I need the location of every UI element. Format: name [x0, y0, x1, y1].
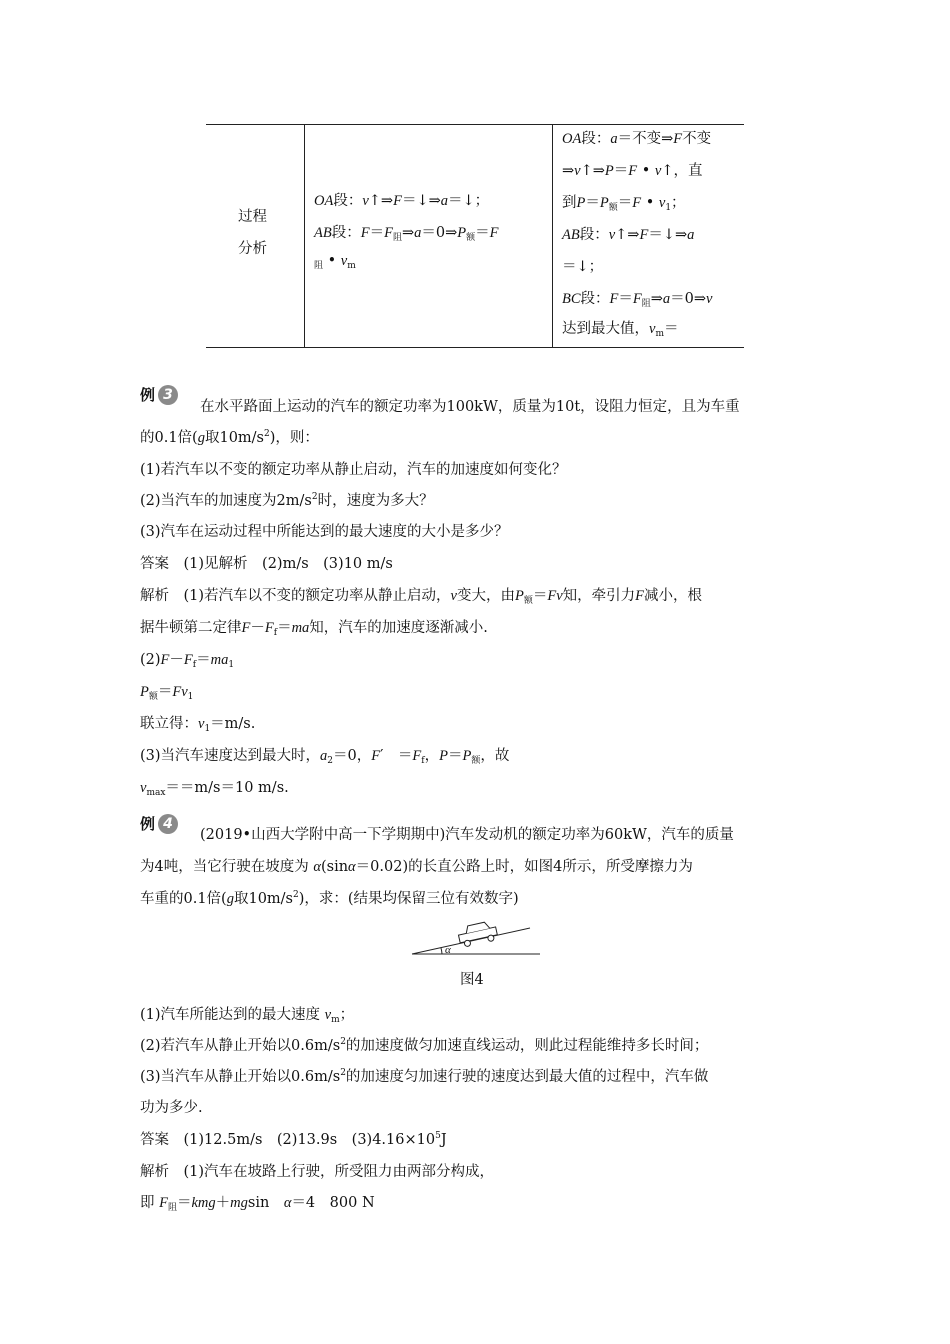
incline-car-figure: [408, 910, 544, 960]
car-icon: [457, 920, 498, 948]
example-4-badge: 例 4: [140, 813, 178, 834]
row-label-line1: 过程: [238, 209, 267, 225]
figure-caption: 图4: [460, 972, 484, 988]
ex4-question-2: (2)若汽车从静止开始以$0.6m/s^2$的加速度做匀加速直线运动，则此过程能维持多长时间；: [140, 1037, 709, 1054]
col2-line3: $_阻$ • $v_m$: [314, 253, 356, 271]
ex3-answer: 答案 (1)见解析 (2)m/s (3)10 m/s: [140, 556, 393, 572]
angle-arc: [441, 948, 442, 954]
col3-line3: 到$P=P_额=F$ • $v_1$；: [562, 195, 686, 213]
ex4-question-1: (1)汽车所能达到的最大速度 $v_m$；: [140, 1007, 355, 1025]
ex4-solution-2: 即 $F_阻=kmg+mgsin$ α＝4 800 N: [140, 1195, 375, 1213]
ex4-line3: 车重的0.1倍(g取$10m/s^2$)，求：(结果均保留三位有效数字): [140, 890, 519, 907]
ex3-question-2: (2)当汽车的加速度为$2m/s^2$时，速度为多大？: [140, 492, 434, 509]
ex3-solution-1: 解析 (1)若汽车以不变的额定功率从静止启动，v变大，由$P_额=Fv$知，牵引力F减小，根: [140, 588, 703, 606]
ex4-question-3-cont: 功为多少.: [140, 1100, 203, 1116]
number-circle-icon: 3: [158, 385, 178, 405]
ex3-line1: 在水平路面上运动的汽车的额定功率为100kW，质量为10t，设阻力恒定，且为车重: [200, 399, 740, 415]
ex4-line1: (2019•山西大学附中高一下学期期中)汽车发动机的额定功率为60kW，汽车的质量: [200, 827, 734, 843]
ex3-solution-4: $P_额=Fv_1$: [140, 684, 194, 702]
col3-line2: ⇒v↑⇒P＝F • v↑，直: [562, 163, 703, 179]
row-label-line2: 分析: [238, 241, 267, 257]
ex3-solution-5: 联立得：$v_1=m/s$.: [140, 716, 256, 734]
example-3-badge: 例 3: [140, 384, 178, 405]
col3-line4: AB段：v↑⇒F＝↓⇒a: [562, 227, 695, 243]
col3-line6: BC段：$F=F_阻\Rightarrow a=0\Rightarrow v$: [562, 291, 713, 309]
ex3-solution-6: (3)当汽车速度达到最大时，$a_2=0$，F′ $=F_f$，$P=P_额$，故: [140, 748, 510, 766]
ex4-question-3: (3)当汽车从静止开始以$0.6m/s^2$的加速度匀加速行驶的速度达到最大值的过程中，汽车做: [140, 1068, 709, 1085]
ex3-line2: 的0.1倍(g取$10m/s^2$)，则：: [140, 429, 319, 446]
ex4-answer: 答案 (1)12.5m/s (2)13.9s $(3)4.16\times 10^5J$: [140, 1131, 447, 1148]
col3-line1: OA段：a＝不变⇒F不变: [562, 131, 712, 147]
table-top-border: [206, 124, 744, 125]
table-divider-2: [552, 124, 553, 347]
col2-line1: OA段：v↑⇒F＝↓⇒a＝↓；: [314, 193, 490, 209]
table-divider-1: [304, 124, 305, 347]
angle-label: α: [445, 944, 451, 956]
ex3-question-3: (3)汽车在运动过程中所能达到的最大速度的大小是多少？: [140, 524, 509, 540]
ex3-question-1: (1)若汽车以不变的额定功率从静止启动，汽车的加速度如何变化？: [140, 462, 567, 478]
ex3-solution-7: $v_{max}==m/s=10$ m/s.: [140, 780, 289, 798]
number-circle-icon: 4: [158, 814, 178, 834]
ex4-solution-1: 解析 (1)汽车在坡路上行驶，所受阻力由两部分构成，: [140, 1164, 495, 1180]
ex3-solution-2: 据牛顿第二定律$F-F_f=ma$知，汽车的加速度逐渐减小.: [140, 620, 488, 638]
table-bottom-border: [206, 347, 744, 348]
col3-line5: ＝↓；: [562, 259, 604, 275]
ex3-solution-3: $(2)F-F_f=ma_1$: [140, 652, 235, 670]
col2-line2: AB段：$F=F_阻\Rightarrow a=0\Rightarrow P_额=F$: [314, 225, 499, 243]
ex4-line2: 为4吨，当它行驶在坡度为 α(sinα＝0.02)的长直公路上时，如图4所示，所受摩擦力为: [140, 859, 693, 875]
col3-line7: 达到最大值，$v_m=$: [562, 321, 679, 339]
